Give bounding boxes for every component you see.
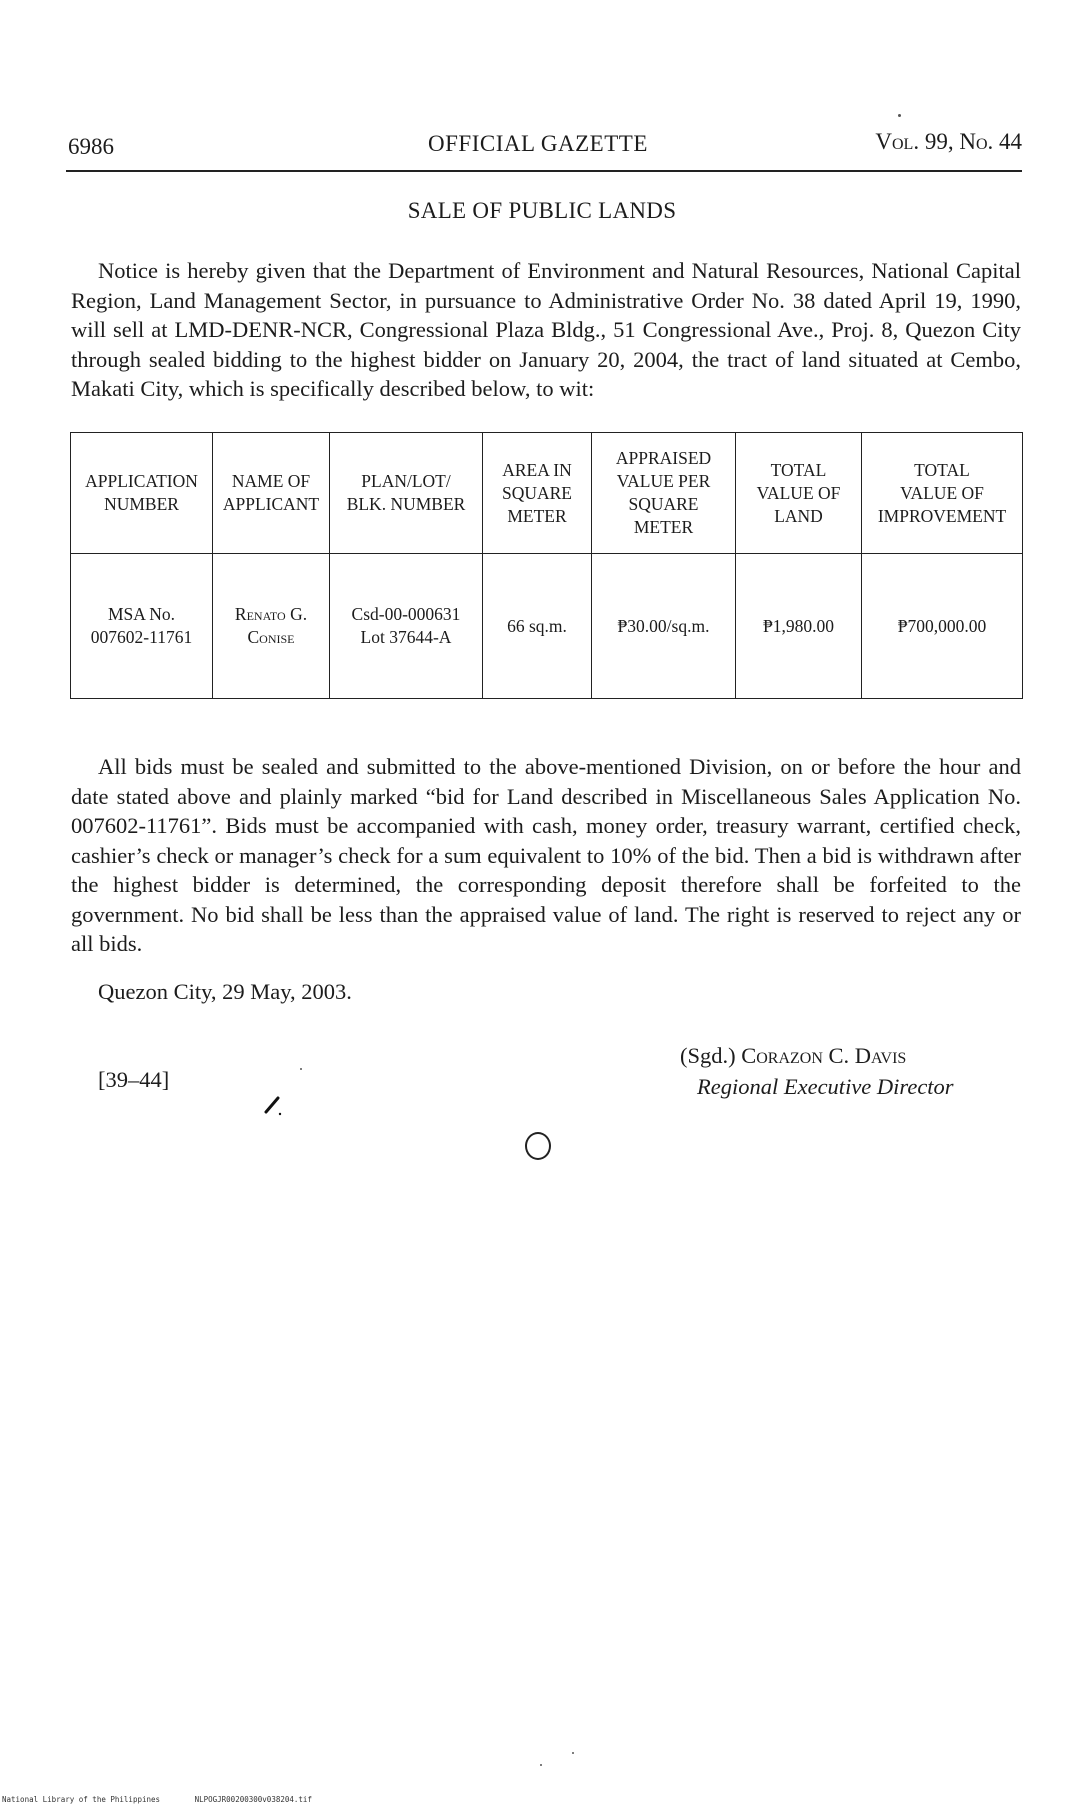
cell-total-improvement-value: ₱700,000.00 — [862, 554, 1023, 699]
scan-speck — [898, 114, 901, 117]
volume-issue: Vol. 99, No. 44 — [875, 129, 1022, 154]
place-date: Quezon City, 29 May, 2003. — [98, 979, 352, 1004]
header-divider — [66, 170, 1022, 172]
cell-application-number: MSA No. 007602-11761 — [71, 554, 213, 699]
page-header — [68, 128, 1022, 168]
footer-file: NLPOGJR00200300v038204.tif — [194, 1795, 312, 1804]
cell-plan-lot-block: Csd-00-000631 Lot 37644-A — [330, 554, 483, 699]
publication-title: OFFICIAL GAZETTE — [428, 131, 648, 156]
end-of-notice-mark — [525, 1132, 551, 1160]
signatory-name: Corazon C. Davis — [741, 1043, 907, 1068]
signature-block — [680, 1040, 954, 1102]
header-total-land-value: TOTAL VALUE OF LAND — [736, 433, 862, 554]
header-applicant-name: NAME OF APPLICANT — [213, 433, 330, 554]
land-table — [70, 432, 1023, 699]
cell-appraised-value: ₱30.00/sq.m. — [592, 554, 736, 699]
issue-reference: [39–44] — [98, 1067, 170, 1092]
header-total-improvement-value: TOTAL VALUE OF IMPROVEMENT — [862, 433, 1023, 554]
header-application-number: APPLICATION NUMBER — [71, 433, 213, 554]
scan-speck — [572, 1752, 574, 1754]
notice-title: SALE OF PUBLIC LANDS — [407, 198, 677, 223]
footer-source: National Library of the Philippines — [2, 1795, 161, 1804]
cell-applicant-name: Renato G. Conise — [213, 554, 330, 699]
pen-mark-icon — [263, 1094, 283, 1116]
signed-prefix: (Sgd.) — [680, 1043, 736, 1068]
notice-paragraph: Notice is hereby given that the Department of Environment and Natural Resources, National Capital Region, Land Management Sector, in pursuance to Administrative Order No. 38 dated April 19, 1990, will sell at LMD-DENR-NCR, Congressional Plaza Bldg., 51 Congressional Ave., Proj. 8, Quezon City through sealed bidding to the highest bidder on January 20, 2004, the tract of land situated at Cembo, Makati City, which is specifically described below, to wit: — [71, 258, 1021, 401]
cell-area: 66 sq.m. — [483, 554, 592, 699]
table-header-row — [71, 433, 1023, 554]
header-appraised-value: APPRAISED VALUE PER SQUARE METER — [592, 433, 736, 554]
table-row — [71, 554, 1023, 699]
signatory-title: Regional Executive Director — [697, 1074, 954, 1099]
scan-footer — [2, 1795, 312, 1804]
scan-speck — [300, 1068, 302, 1070]
header-area: AREA IN SQUARE METER — [483, 433, 592, 554]
header-plan-lot-block: PLAN/LOT/ BLK. NUMBER — [330, 433, 483, 554]
page-number: 6986 — [68, 134, 114, 159]
bids-paragraph: All bids must be sealed and submitted to the above-mentioned Division, on or before the hour and date stated above and plainly marked “bid for Land described in Miscellaneous Sales Application No. 007602-11761”. Bids must be accompanied with cash, money order, treasury warrant, certified check, cashier’s check or manager’s check for a sum equivalent to 10% of the bid. Then a bid is withdrawn after the highest bidder is determined, the corresponding deposit therefore shall be forfeited to the government. No bid shall be less than the appraised value of land. The right is reserved to reject any or all bids. — [71, 754, 1021, 956]
scan-speck — [540, 1764, 542, 1766]
cell-total-land-value: ₱1,980.00 — [736, 554, 862, 699]
